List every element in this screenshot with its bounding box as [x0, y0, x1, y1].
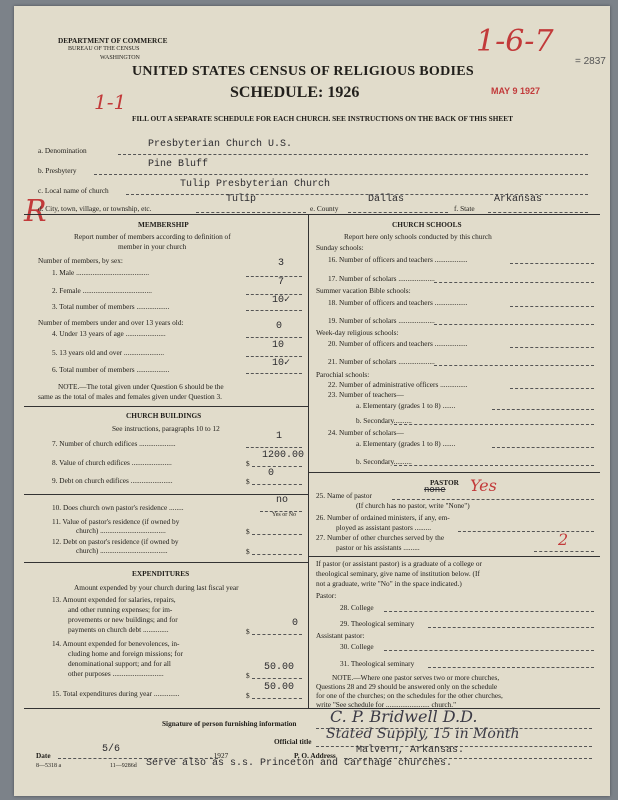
q2-label: 2. Female ......................................	[52, 286, 152, 295]
q25-correction: Yes	[470, 476, 497, 495]
q27-value: 2	[558, 530, 569, 549]
form-schedule: SCHEDULE: 1926	[230, 84, 360, 101]
q9-value: 0	[268, 468, 275, 479]
pastor-title: PASTOR	[430, 478, 459, 487]
q21-label: 21. Number of scholars ....................	[328, 357, 435, 366]
q31-label: 31. Theological seminary	[340, 659, 415, 668]
q23-label: 23. Number of teachers—	[328, 390, 404, 399]
red-annotation-schedule: 1-1	[94, 90, 127, 114]
summer-schools-label: Summer vacation Bible schools:	[316, 286, 411, 295]
po-address-value: Malvern, Arkansas.	[356, 745, 465, 756]
presbytery-label: b. Presbytery	[38, 166, 77, 175]
q25-sub: (If church has no pastor, write "None")	[356, 501, 470, 510]
q13-value: 0	[292, 618, 299, 629]
members-by-sex-label: Number of members, by sex:	[38, 256, 123, 265]
q23a-label: a. Elementary (grades 1 to 8) .......	[356, 401, 456, 410]
census-form-sheet	[14, 6, 610, 796]
received-date-stamp: MAY 9 1927	[491, 86, 541, 96]
q9-label: 9. Debt on church edifices .......................	[52, 476, 173, 485]
official-title-label: Official title	[274, 737, 312, 746]
q26-label-2: ployed as assistant pastors .........	[336, 523, 432, 532]
denomination-value: Presbyterian Church U.S.	[148, 139, 293, 150]
parochial-schools-label: Parochial schools:	[316, 370, 370, 379]
q10-value: no	[276, 495, 289, 506]
q14-value: 50.00	[264, 662, 295, 673]
q1-value: 3	[278, 258, 285, 269]
q8-value: 1200.00	[262, 450, 305, 461]
q29-label: 29. Theological seminary	[340, 619, 415, 628]
bureau-label: BUREAU OF THE CENSUS	[68, 46, 140, 52]
weekday-schools-label: Week-day religious schools:	[316, 328, 399, 337]
presbytery-value: Pine Bluff	[148, 159, 209, 170]
state-value: Arkansas	[494, 194, 543, 205]
q19-label: 19. Number of scholars ....................	[328, 316, 435, 325]
q18-label: 18. Number of officers and teachers ..................	[328, 298, 468, 307]
city-label: d. City, town, village, or township, etc.	[38, 204, 152, 213]
pastor-note-3: for one of the churches; on the schedules for the other churches,	[316, 691, 503, 700]
schools-instruction: Report here only schools conducted by this church	[344, 232, 492, 241]
buildings-title: CHURCH BUILDINGS	[126, 411, 202, 420]
q7-value: 1	[276, 431, 283, 442]
q4-value: 0	[276, 321, 283, 332]
q27-label-1: 27. Number of other churches served by the	[316, 533, 445, 542]
q25-value: none	[424, 485, 446, 495]
location-label: WASHINGTON	[100, 55, 140, 61]
county-label: e. County	[310, 204, 339, 213]
church-name-label: c. Local name of church	[38, 186, 109, 195]
q5-label: 5. 13 years old and over ......................	[52, 348, 165, 357]
q14-label-4: other purposes ............................	[68, 669, 164, 678]
q3-value: 10✓	[272, 295, 291, 306]
state-label: f. State	[454, 204, 475, 213]
q8-currency: $	[246, 459, 250, 468]
q14-currency: $	[246, 671, 250, 680]
official-title-value: Stated Supply, 15 in Month	[326, 726, 520, 742]
graduate-note-1: If pastor (or assistant pastor) is a graduate of a college or	[316, 559, 482, 568]
q6-label: 6. Total number of members ..................	[52, 365, 170, 374]
pastor-sub-label: Pastor:	[316, 591, 337, 600]
members-by-age-label: Number of members under and over 13 years old:	[38, 318, 184, 327]
q20-label: 20. Number of officers and teachers ..................	[328, 339, 468, 348]
q15-label: 15. Total expenditures during year ..............	[52, 689, 180, 698]
membership-title: MEMBERSHIP	[138, 220, 189, 229]
membership-instruction-1: Report number of members according to definition of	[74, 232, 231, 241]
pastor-note-4: write "See schedule for ........................ church."	[316, 700, 457, 709]
q13-label-4: payments on church debt ..............	[68, 625, 169, 634]
pastor-note-1: NOTE.—Where one pastor serves two or more churches,	[332, 673, 500, 682]
q12-label: 12. Debt on pastor's residence (if owned by	[52, 537, 179, 546]
q11-label: 11. Value of pastor's residence (if owned by	[52, 517, 180, 526]
signature-value: C. P. Bridwell D.D.	[330, 707, 478, 726]
red-annotation-code: 1-6-7	[476, 24, 554, 59]
q14-label-3: denominational support; and for all	[68, 659, 171, 668]
q13-label-3: provements or new buildings; and for	[68, 615, 178, 624]
po-address-label: P. O. Address	[294, 751, 336, 760]
sunday-schools-label: Sunday schools:	[316, 243, 364, 252]
q11-currency: $	[246, 527, 250, 536]
schools-title: CHURCH SCHOOLS	[392, 220, 462, 229]
q13-label-1: 13. Amount expended for salaries, repairs,	[52, 595, 176, 604]
q24-label: 24. Number of scholars—	[328, 428, 404, 437]
q12-sub: church) .....................................	[76, 546, 168, 555]
q12-currency: $	[246, 547, 250, 556]
q15-value: 50.00	[264, 682, 295, 693]
q16-label: 16. Number of officers and teachers ..................	[328, 255, 468, 264]
membership-instruction-2: member in your church	[118, 242, 187, 251]
remarks-line: Serve also as s.s. Princeton and Carthage churches.	[146, 758, 453, 769]
q10-yes-no: Yes or No	[272, 512, 297, 518]
membership-note-1: NOTE.—The total given under Question 6 should be the	[58, 382, 224, 391]
department-label: DEPARTMENT OF COMMERCE	[58, 36, 168, 45]
assistant-pastor-label: Assistant pastor:	[316, 631, 365, 640]
form-title: UNITED STATES CENSUS OF RELIGIOUS BODIES	[132, 64, 475, 79]
form-instruction: FILL OUT A SEPARATE SCHEDULE FOR EACH CHURCH. SEE INSTRUCTIONS ON THE BACK OF THIS SHEET	[132, 114, 514, 123]
q24a-label: a. Elementary (grades 1 to 8) .......	[356, 439, 456, 448]
q25-label: 25. Name of pastor	[316, 491, 372, 500]
city-value: Tulip	[226, 194, 257, 205]
denomination-label: a. Denomination	[38, 146, 87, 155]
q1-label: 1. Male ........................................	[52, 268, 150, 277]
q13-label-2: and other running expenses; for im-	[68, 605, 173, 614]
q13-currency: $	[246, 627, 250, 636]
q17-label: 17. Number of scholars ....................	[328, 274, 435, 283]
membership-note-2: same as the total of males and females given under Question 3.	[38, 392, 222, 401]
county-value: Dallas	[368, 194, 405, 205]
q15-currency: $	[246, 691, 250, 700]
q26-label-1: 26. Number of ordained ministers, if any, em-	[316, 513, 450, 522]
q11-sub: church) ....................................	[76, 526, 166, 535]
graduate-note-3: not a graduate, write "No" in the space indicated.)	[316, 579, 462, 588]
q8-label: 8. Value of church edifices ......................	[52, 458, 172, 467]
church-name-value: Tulip Presbyterian Church	[180, 179, 331, 190]
stamp-number: = 2837	[575, 56, 606, 67]
q24b-label: b. Secondary..........	[356, 457, 412, 466]
form-code-2: 11—9286d	[110, 763, 137, 769]
signature-label: Signature of person furnishing information	[162, 719, 297, 728]
pastor-note-2: Questions 28 and 29 should be answered only on the schedule	[316, 682, 498, 691]
q9-currency: $	[246, 477, 250, 486]
q14-label-1: 14. Amount expended for benevolences, in-	[52, 639, 180, 648]
date-year: , 1927	[210, 751, 229, 760]
expenditures-instruction: Amount expended by your church during last fiscal year	[74, 583, 239, 592]
expenditures-title: EXPENDITURES	[132, 569, 190, 578]
q27-label-2: pastor or his assistants .........	[336, 543, 420, 552]
q4-label: 4. Under 13 years of age ......................	[52, 329, 166, 338]
q23b-label: b. Secondary..........	[356, 416, 412, 425]
q3-label: 3. Total number of members ..................	[52, 302, 170, 311]
q2-value: 7	[278, 277, 285, 288]
q5-value: 10	[272, 340, 285, 351]
date-value: 5/6	[102, 744, 121, 755]
date-label: Date	[36, 751, 51, 760]
q14-label-2: cluding home and foreign missions; for	[68, 649, 183, 658]
q30-label: 30. College	[340, 642, 374, 651]
graduate-note-2: theological seminary, give name of institution below. (If	[316, 569, 480, 578]
q7-label: 7. Number of church edifices ....................	[52, 439, 176, 448]
buildings-instruction: See instructions, paragraphs 10 to 12	[112, 424, 220, 433]
form-code-1: 8—5318 a	[36, 763, 62, 769]
q22-label: 22. Number of administrative officers ...............	[328, 380, 468, 389]
red-annotation-r: R	[24, 194, 47, 229]
q6-value: 10✓	[272, 358, 291, 369]
q10-label: 10. Does church own pastor's residence ........	[52, 503, 184, 512]
q28-label: 28. College	[340, 603, 374, 612]
